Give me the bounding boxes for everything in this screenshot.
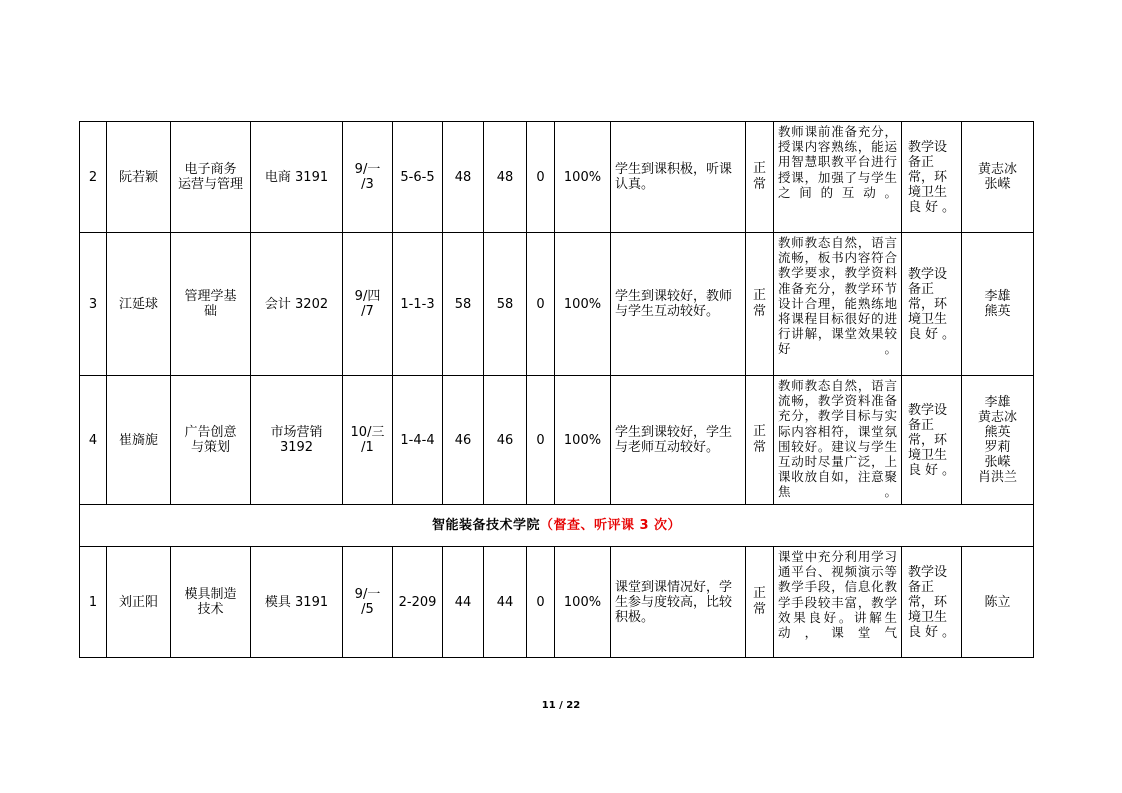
expected-count: 58 — [443, 233, 484, 376]
course-name: 广告创意 与策划 — [171, 376, 251, 505]
attendance-rate: 100% — [555, 233, 611, 376]
teacher-name: 江延球 — [107, 233, 171, 376]
environment-note: 教学设备正常，环境卫生良好。 — [902, 376, 962, 505]
teaching-comment: 教师教态自然，语言流畅，板书内容符合教学要求，教学资料准备充分，教学环节设计合理，能熟练地将课程目标很好的进行讲解，课堂效果较好。 — [774, 233, 902, 376]
class-name: 市场营销 3192 — [251, 376, 343, 505]
class-name: 会计 3202 — [251, 233, 343, 376]
attendance-rate: 100% — [555, 547, 611, 658]
teacher-name: 阮若颖 — [107, 122, 171, 233]
teaching-comment: 课堂中充分利用学习通平台、视频演示等教学手段，信息化教学手段较丰富，教学效果良好。讲解生动，课堂气 — [774, 547, 902, 658]
course-name: 模具制造 技术 — [171, 547, 251, 658]
row-number: 1 — [80, 547, 107, 658]
order-status: 正常 — [746, 376, 774, 505]
actual-count: 44 — [484, 547, 527, 658]
absent-count: 0 — [527, 233, 555, 376]
table-row — [80, 233, 1034, 376]
classroom: 1-4-4 — [393, 376, 443, 505]
classroom: 1-1-3 — [393, 233, 443, 376]
absent-count: 0 — [527, 376, 555, 505]
environment-note: 教学设备正常，环境卫生良好。 — [902, 547, 962, 658]
date-period: 9/一 /5 — [343, 547, 393, 658]
row-number: 4 — [80, 376, 107, 505]
attendance-rate: 100% — [555, 122, 611, 233]
attendance-rate: 100% — [555, 376, 611, 505]
order-status: 正常 — [746, 547, 774, 658]
teaching-comment: 教师课前准备充分，授课内容熟练，能运用智慧职教平台进行授课，加强了与学生之间的互动。 — [774, 122, 902, 233]
classroom: 2-209 — [393, 547, 443, 658]
course-name: 电子商务 运营与管理 — [171, 122, 251, 233]
absent-count: 0 — [527, 122, 555, 233]
environment-note: 教学设备正常，环境卫生良好。 — [902, 233, 962, 376]
expected-count: 46 — [443, 376, 484, 505]
inspectors: 陈立 — [962, 547, 1034, 658]
expected-count: 48 — [443, 122, 484, 233]
section-header-row — [80, 505, 1034, 547]
inspectors: 黄志冰 张嵘 — [962, 122, 1034, 233]
attendance-note: 学生到课较好，学生与老师互动较好。 — [611, 376, 746, 505]
table-row — [80, 122, 1034, 233]
row-number: 2 — [80, 122, 107, 233]
row-number: 3 — [80, 233, 107, 376]
page-number: 11 / 22 — [541, 700, 581, 711]
table-row — [80, 376, 1034, 505]
teacher-name: 刘正阳 — [107, 547, 171, 658]
environment-note: 教学设备正常，环境卫生良好。 — [902, 122, 962, 233]
section-note: （督查、听评课 3 次） — [539, 518, 682, 533]
order-status: 正常 — [746, 122, 774, 233]
section-title: 智能装备技术学院（督查、听评课 3 次） — [80, 505, 1034, 547]
date-period: 9/四 /7 — [343, 233, 393, 376]
date-period: 9/一 /3 — [343, 122, 393, 233]
attendance-note: 课堂到课情况好，学生参与度较高，比较积极。 — [611, 547, 746, 658]
actual-count: 48 — [484, 122, 527, 233]
actual-count: 46 — [484, 376, 527, 505]
teacher-name: 崔旖旎 — [107, 376, 171, 505]
order-status: 正常 — [746, 233, 774, 376]
class-name: 电商 3191 — [251, 122, 343, 233]
attendance-note: 学生到课较好，教师与学生互动较好。 — [611, 233, 746, 376]
class-name: 模具 3191 — [251, 547, 343, 658]
table-row — [80, 547, 1034, 658]
actual-count: 58 — [484, 233, 527, 376]
teaching-comment: 教师教态自然，语言流畅，教学资料准备充分，教学目标与实际内容相符，课堂氛围较好。建议与学生互动时尽量广泛，上课收放自如，注意聚焦。 — [774, 376, 902, 505]
inspectors: 李雄 黄志冰 熊英 罗莉 张嵘 肖洪兰 — [962, 376, 1034, 505]
inspection-table — [79, 121, 1034, 658]
inspectors: 李雄 熊英 — [962, 233, 1034, 376]
date-period: 10/三 /1 — [343, 376, 393, 505]
course-name: 管理学基 础 — [171, 233, 251, 376]
classroom: 5-6-5 — [393, 122, 443, 233]
attendance-note: 学生到课积极，听课认真。 — [611, 122, 746, 233]
expected-count: 44 — [443, 547, 484, 658]
absent-count: 0 — [527, 547, 555, 658]
